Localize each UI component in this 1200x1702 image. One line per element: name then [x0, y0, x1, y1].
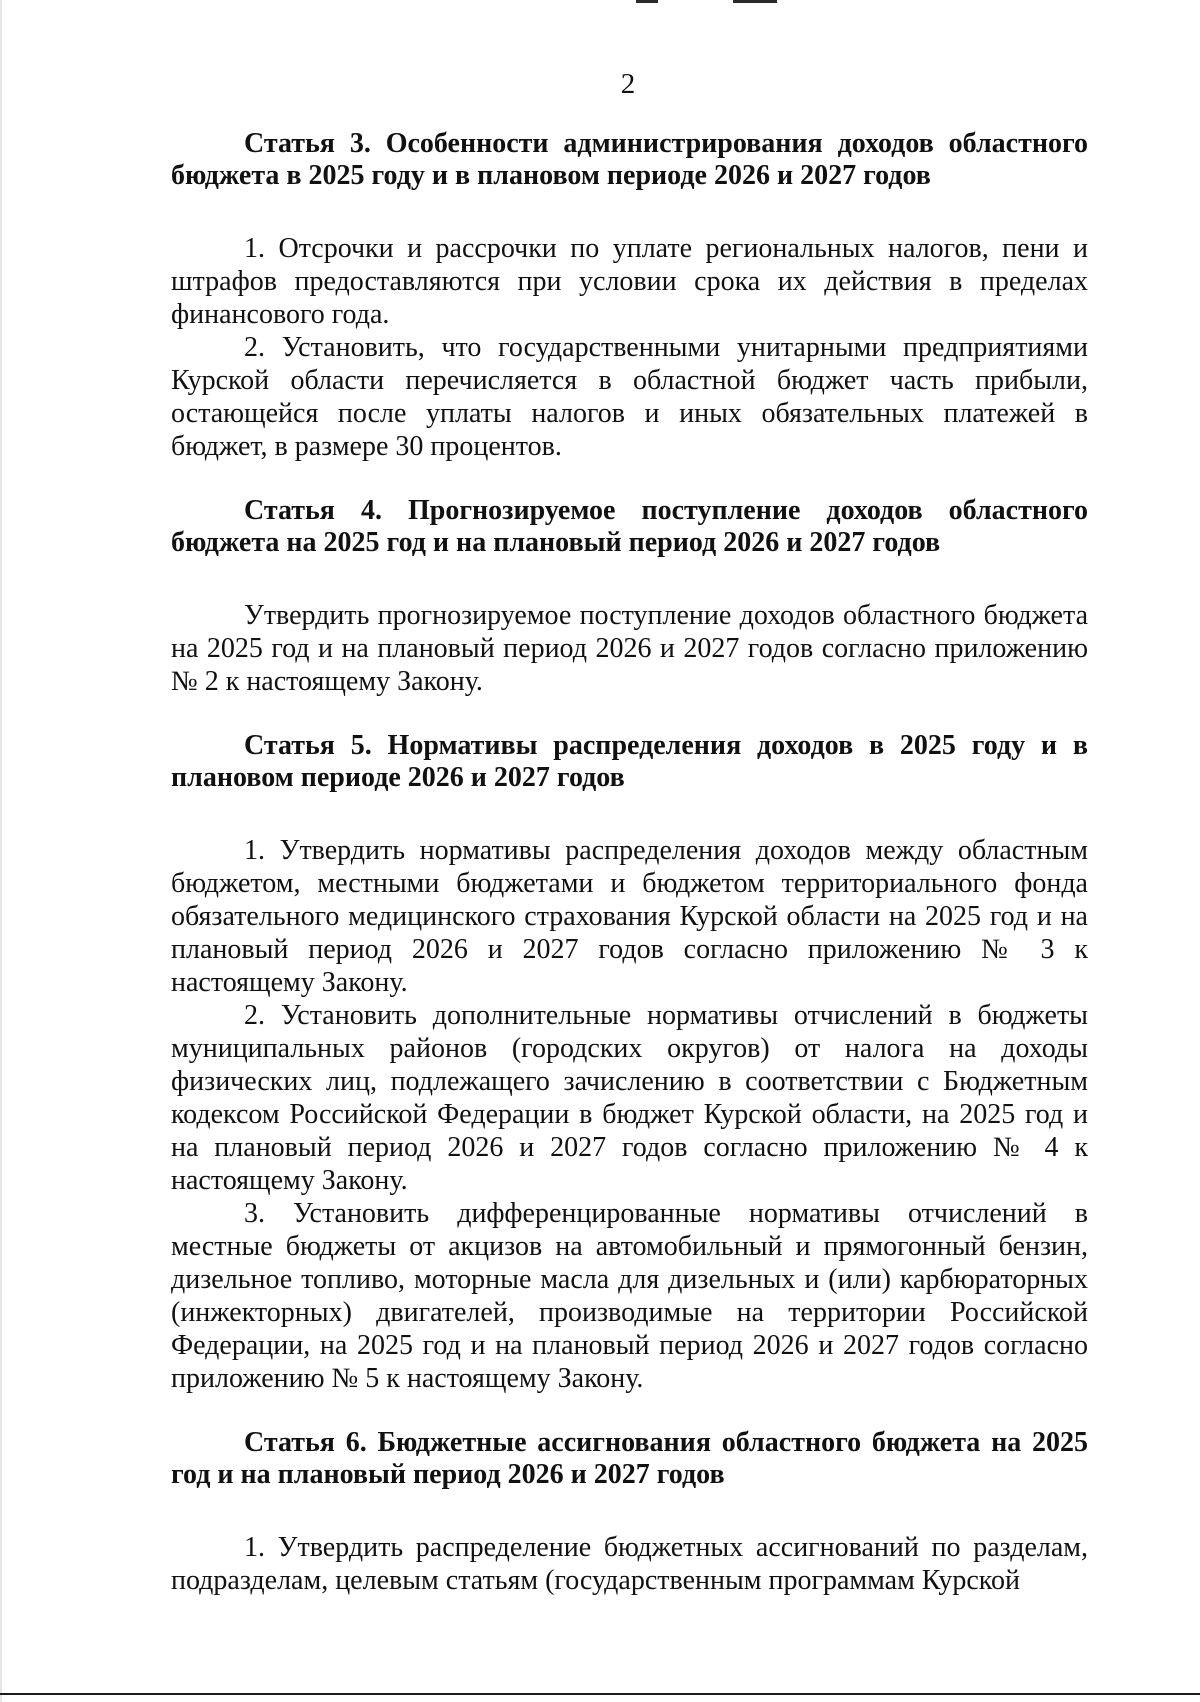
article-5-paragraph-3: 3. Установить дифференцированные нормативы отчислений в местные бюджеты от акцизов на автомобильный и прямогонный бензин, дизельное топливо, моторные масла для дизельных и (или) карбюраторных (инжекторных) двигателей, производимые на территории Российской Федерации, на 2025 год и на плановый период 2026 и 2027 годов согласно приложению № 5 к настоящему Закону.	[171, 1198, 1088, 1394]
scan-artifact-bottom-line	[0, 1693, 1200, 1695]
article-6	[171, 1427, 1088, 1597]
article-3	[171, 128, 1088, 463]
article-3-paragraph-1: 1. Отсрочки и рассрочки по уплате региональных налогов, пени и штрафов предоставляются при условии срока их действия в пределах финансового года.	[171, 233, 1088, 330]
article-6-title: Статья 6. Бюджетные ассигнования областного бюджета на 2025 год и на плановый период 2026 и 2027 годов	[171, 1427, 1088, 1490]
article-5	[171, 730, 1088, 1395]
article-4-title: Статья 4. Прогнозируемое поступление доходов областного бюджета на 2025 год и на плановый период 2026 и 2027 годов	[171, 495, 1088, 558]
article-5-title: Статья 5. Нормативы распределения доходов в 2025 году и в плановом периоде 2026 и 2027 годов	[171, 730, 1088, 793]
article-6-paragraph-1: 1. Утвердить распределение бюджетных ассигнований по разделам, подразделам, целевым статьям (государственным программам Курской	[171, 1532, 1088, 1596]
page-number: 2	[620, 68, 636, 100]
article-5-paragraph-2: 2. Установить дополнительные нормативы отчислений в бюджеты муниципальных районов (городских округов) от налога на доходы физических лиц, подлежащего зачислению в соответствии с Бюджетным кодексом Российской Федерации в бюджет Курской области, на 2025 год и на плановый период 2026 и 2027 годов согласно приложению № 4 к настоящему Закону.	[171, 1000, 1088, 1196]
scan-artifact-left-edge	[0, 0, 2, 1702]
article-4	[171, 495, 1088, 698]
article-3-title: Статья 3. Особенности администрирования доходов областного бюджета в 2025 году и в плановом периоде 2026 и 2027 годов	[171, 128, 1088, 191]
scan-artifact-top-left	[636, 0, 658, 3]
scan-artifact-top-right	[733, 0, 777, 3]
article-5-paragraph-1: 1. Утвердить нормативы распределения доходов между областным бюджетом, местными бюджетами и бюджетом территориального фонда обязательного медицинского страхования Курской области на 2025 год и на плановый период 2026 и 2027 годов согласно приложению № 3 к настоящему Закону.	[171, 835, 1088, 998]
article-3-paragraph-2: 2. Установить, что государственными унитарными предприятиями Курской области перечисляется в областной бюджет часть прибыли, остающейся после уплаты налогов и иных обязательных платежей в бюджет, в размере 30 процентов.	[171, 332, 1088, 462]
document-body	[171, 128, 1088, 1597]
article-4-paragraph-1: Утвердить прогнозируемое поступление доходов областного бюджета на 2025 год и на плановый период 2026 и 2027 годов согласно приложению № 2 к настоящему Закону.	[171, 600, 1088, 697]
